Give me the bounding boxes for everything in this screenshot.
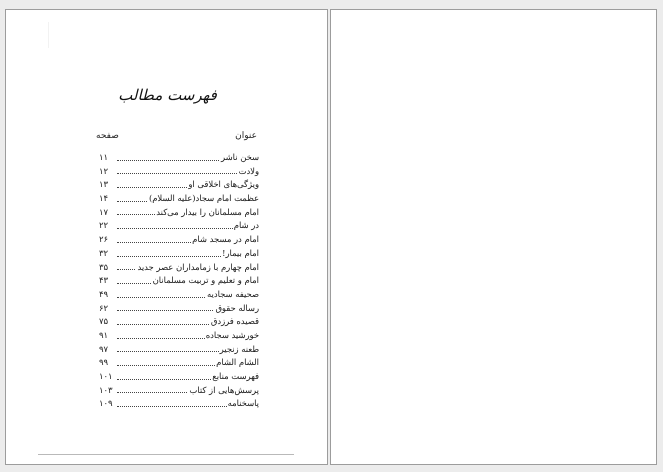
toc-title: فهرست مطالب — [118, 86, 217, 104]
toc-entry-title: قصیده فرزدق — [210, 316, 259, 327]
right-page — [330, 9, 657, 465]
toc-entry-title: ویژگی‌های اخلاقی او — [188, 179, 259, 190]
toc-entry-page: ۱۰۹ — [99, 397, 115, 411]
toc-entry[interactable] — [99, 219, 259, 233]
toc-entry-title: رساله حقوق — [215, 302, 259, 313]
toc-entry-page: ۲۲ — [99, 219, 115, 233]
toc-entry-title: طعنه زنجیر — [219, 343, 259, 354]
toc-entry-title: صحیفه سجادیه — [207, 288, 259, 299]
toc-entry-title: خورشید سجاده — [205, 329, 259, 340]
toc-entry-page: ۴۹ — [99, 288, 115, 302]
toc-entry[interactable] — [99, 315, 259, 329]
column-header-title: عنوان — [235, 131, 257, 141]
toc-entry-title: پاسخنامه — [227, 398, 259, 409]
toc-entry-title: امام در مسجد شام — [192, 234, 259, 245]
toc-entry-page: ۱۴ — [99, 192, 115, 206]
toc-entry-title: امام بیمار! — [222, 247, 259, 258]
toc-entry[interactable] — [99, 274, 259, 288]
toc-entry[interactable] — [99, 356, 259, 370]
toc-entry[interactable] — [99, 397, 259, 411]
toc-entry[interactable] — [99, 288, 259, 302]
toc-dot-leader — [117, 173, 257, 174]
toc-entry[interactable] — [99, 261, 259, 275]
toc-entry-page: ۱۳ — [99, 178, 115, 192]
toc-entry-page: ۱۷ — [99, 206, 115, 220]
toc-entry-page: ۲۶ — [99, 233, 115, 247]
toc-entry[interactable] — [99, 370, 259, 384]
toc-entry-title: الشام الشام — [216, 357, 259, 368]
toc-entry[interactable] — [99, 329, 259, 343]
toc-entry-title: امام مسلمانان را بیدار می‌کند — [156, 206, 259, 217]
toc-entry-page: ۷۵ — [99, 315, 115, 329]
toc-entry-page: ۳۵ — [99, 261, 115, 275]
toc-entry-title: فهرست منابع — [212, 371, 259, 381]
toc-entry[interactable] — [99, 151, 259, 165]
left-page — [5, 9, 328, 465]
toc-entry[interactable] — [99, 192, 259, 206]
toc-entry-page: ۹۹ — [99, 356, 115, 370]
toc-entry-title: امام چهارم با زمامداران عصر جدید — [137, 261, 259, 272]
toc-entry[interactable] — [99, 247, 259, 261]
toc-entry-page: ۶۲ — [99, 302, 115, 316]
toc-entry-page: ۱۲ — [99, 165, 115, 179]
toc-entry[interactable] — [99, 206, 259, 220]
toc-entry-title: ولادت — [238, 165, 259, 176]
toc-entry-page: ۱۰۱ — [99, 370, 115, 384]
page-edge-mark — [48, 22, 49, 48]
toc-entry-page: ۹۷ — [99, 343, 115, 357]
toc-entry[interactable] — [99, 165, 259, 179]
toc-entry-page: ۱۱ — [99, 151, 115, 165]
footer-divider — [38, 454, 294, 455]
toc-entry-title: در شام — [233, 220, 259, 231]
toc-entry-title: عظمت امام سجاد(علیه السلام) — [148, 193, 259, 204]
toc-entry-page: ۹۱ — [99, 329, 115, 343]
toc-entry-title: امام و تعلیم و تربیت مسلمانان — [152, 275, 259, 286]
toc-entry-title: سخن ناشر — [221, 152, 259, 162]
toc-entry[interactable] — [99, 302, 259, 316]
toc-entry-page: ۱۰۳ — [99, 384, 115, 398]
toc-list — [99, 151, 259, 411]
toc-entry-page: ۴۳ — [99, 274, 115, 288]
toc-entry-title: پرسش‌هایی از کتاب — [189, 384, 259, 395]
toc-entry[interactable] — [99, 384, 259, 398]
toc-entry[interactable] — [99, 178, 259, 192]
column-header-page: صفحه — [96, 131, 119, 141]
toc-entry-page: ۳۲ — [99, 247, 115, 261]
toc-entry[interactable] — [99, 233, 259, 247]
toc-entry[interactable] — [99, 343, 259, 357]
